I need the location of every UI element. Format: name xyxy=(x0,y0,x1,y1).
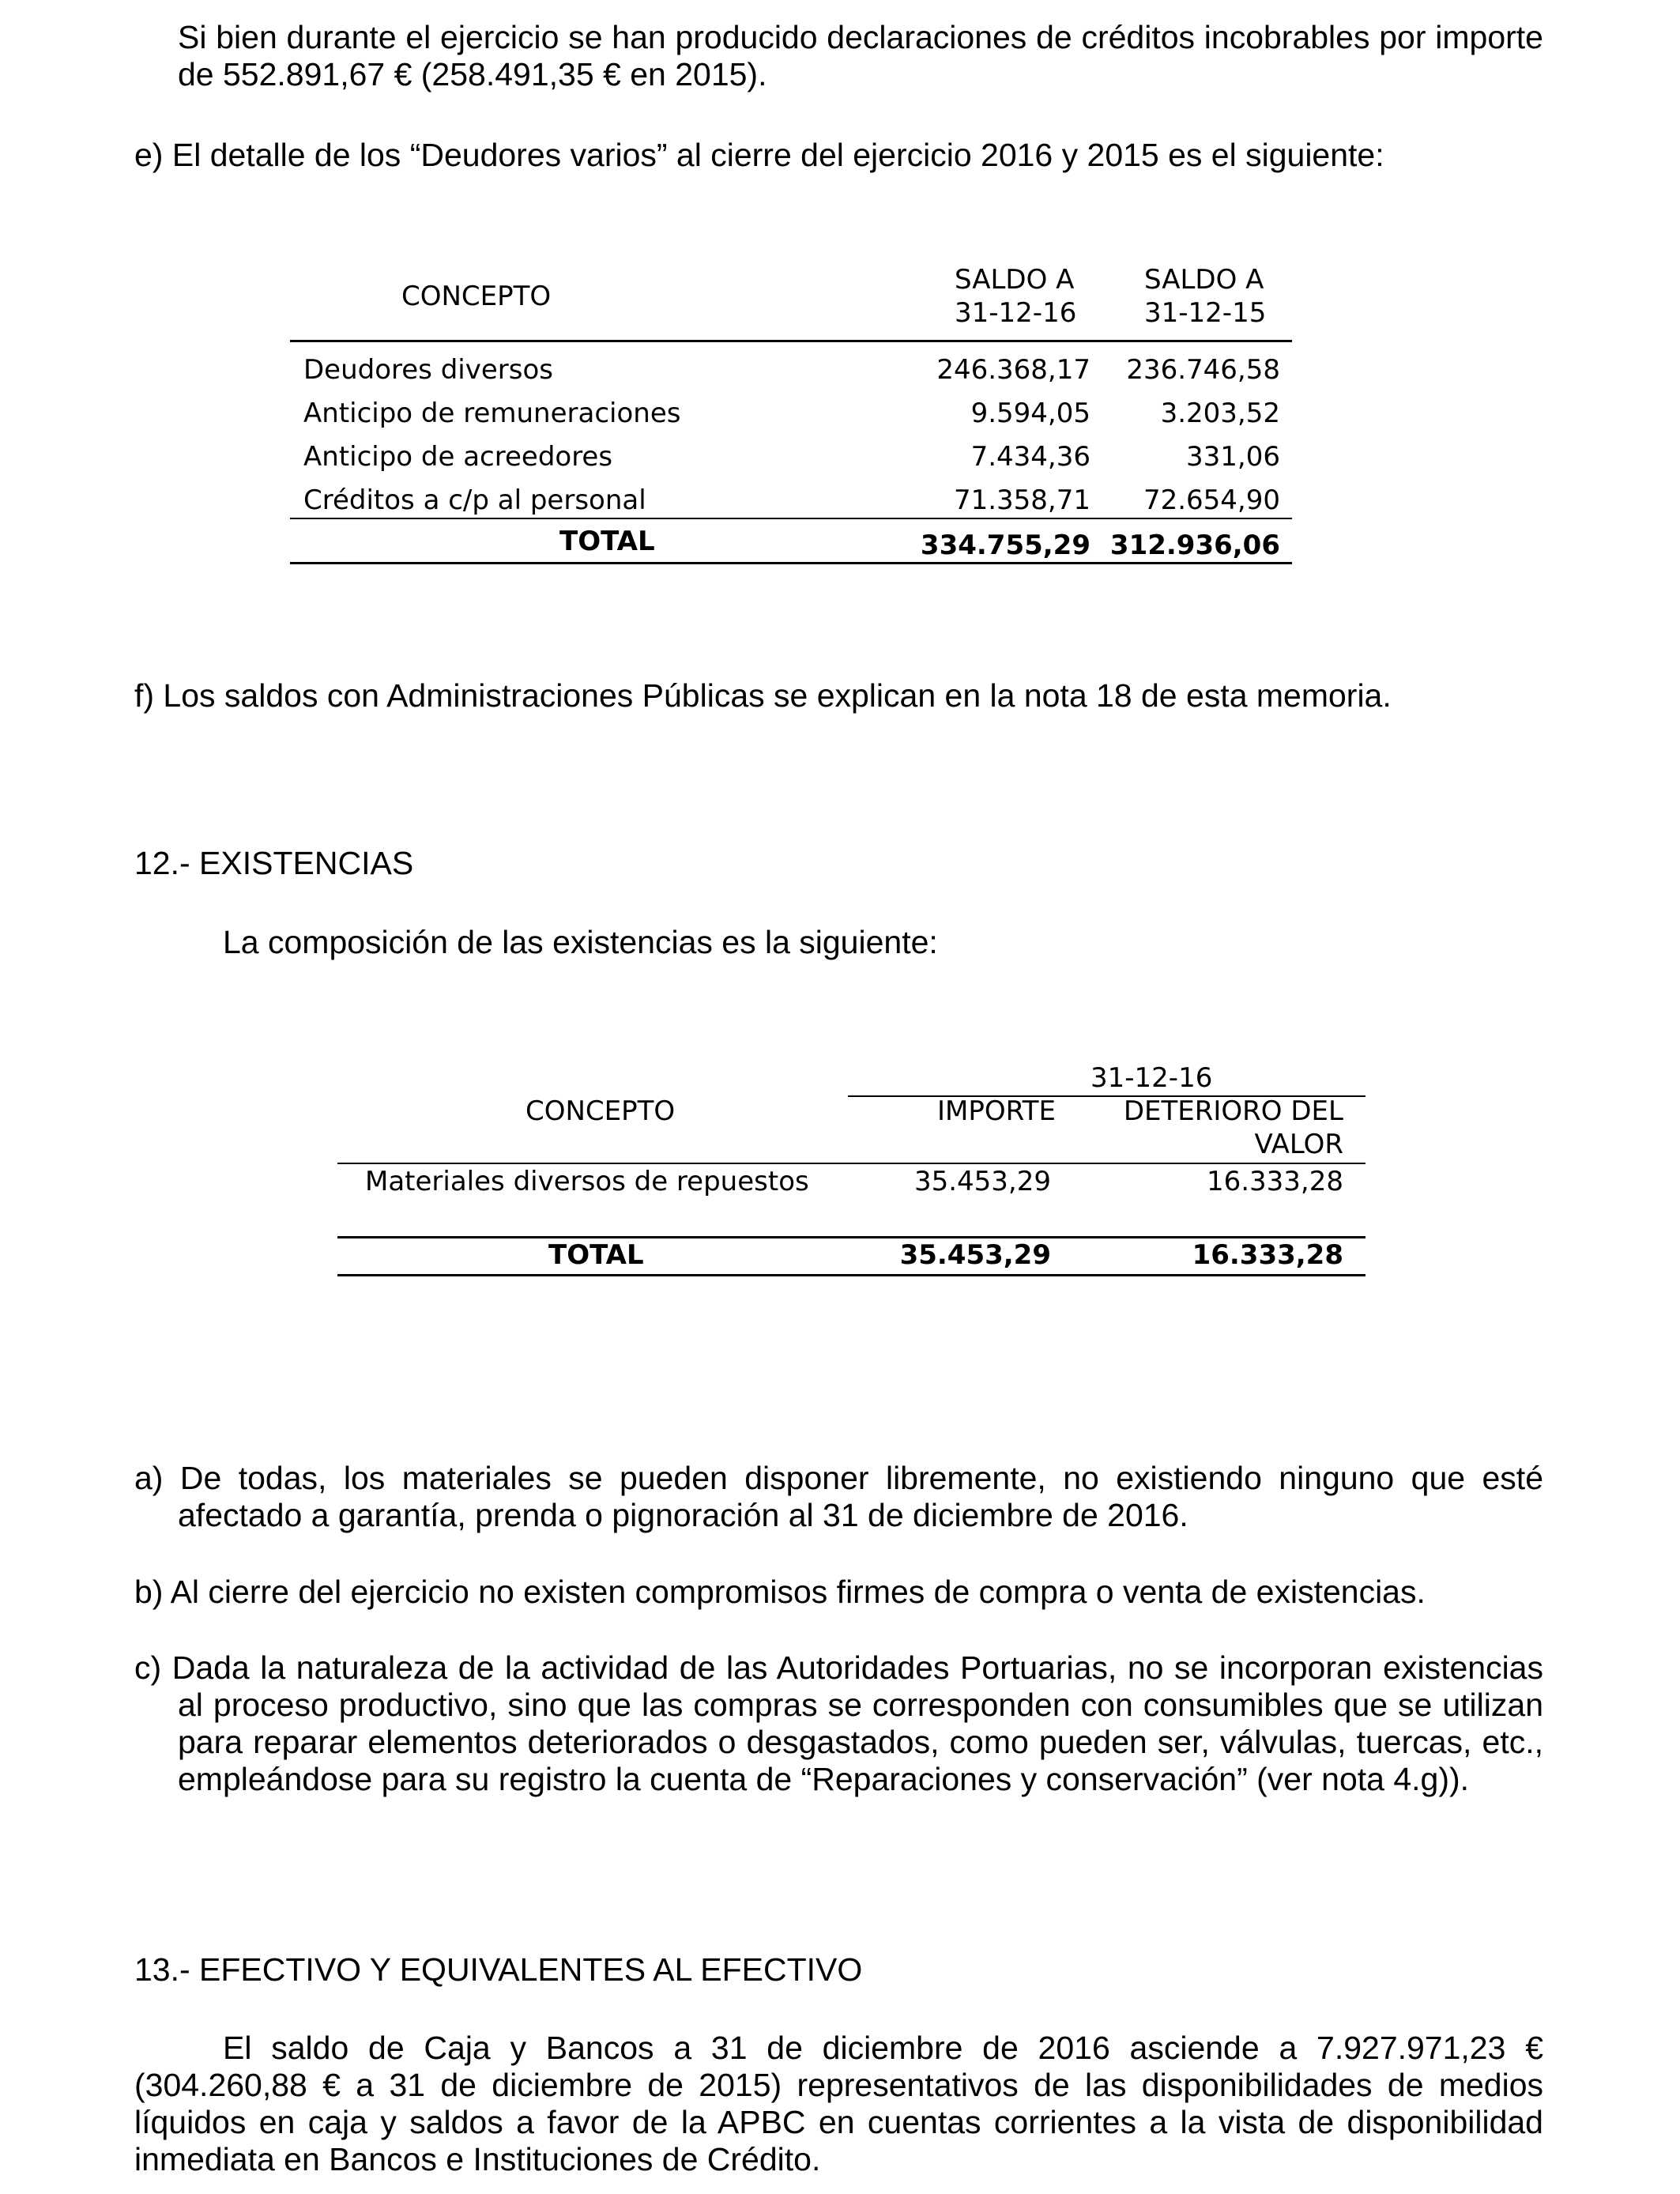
section-e-text: e) El detalle de los “Deudores varios” al cierre del ejercicio 2016 y 2015 es el siguiente: xyxy=(134,137,1384,173)
row-concept: Anticipo de acreedores xyxy=(303,441,613,473)
table-total-rule xyxy=(337,1236,1365,1238)
table-bottom-rule xyxy=(290,562,1292,564)
row-concept: Materiales diversos de repuestos xyxy=(365,1166,809,1197)
row-value-2016: 246.368,17 xyxy=(936,354,1090,386)
total-importe: 35.453,29 xyxy=(899,1239,1051,1271)
row-importe: 35.453,29 xyxy=(913,1166,1051,1197)
intro-paragraph: Si bien durante el ejercicio se han producido declaraciones de créditos incobrables por importe de 552.891,67 € (258.491,35 € en 2015). xyxy=(178,19,1543,92)
row-concept: Créditos a c/p al personal xyxy=(303,484,646,516)
table-header-rule xyxy=(290,340,1292,342)
table-total-rule xyxy=(290,518,1292,519)
total-deterioro: 16.333,28 xyxy=(1192,1239,1343,1271)
row-concept: Deudores diversos xyxy=(303,354,553,386)
row-value-2015: 331,06 xyxy=(1186,441,1280,473)
section-12-intro: La composición de las existencias es la siguiente: xyxy=(223,924,938,960)
table-date-header: 31-12-16 xyxy=(1090,1062,1213,1094)
total-label: TOTAL xyxy=(548,1239,644,1271)
table-header-saldo-2015: SALDO A xyxy=(1144,264,1264,296)
table-header-valor: VALOR xyxy=(1254,1129,1343,1160)
row-value-2016: 7.434,36 xyxy=(970,441,1090,473)
table-header-saldo-2016: SALDO A xyxy=(955,264,1075,296)
row-value-2015: 3.203,52 xyxy=(1160,398,1280,429)
existencias-item-b: b) Al cierre del ejercicio no existen compromisos firmes de compra o venta de existencias. xyxy=(134,1574,1426,1610)
total-value-2016: 334.755,29 xyxy=(920,530,1090,561)
existencias-item-c: c) Dada la naturaleza de la actividad de las Autoridades Portuarias, no se incorporan existencias al proceso productivo, sino que las compras se corresponden con consumibles que se utilizan para reparar elementos deteriorados o desgastados, como pueden ser, válvulas, tuercas, etc., empleándose para su registro la cuenta de “Reparaciones y conservación” (ver nota 4.g)). xyxy=(134,1649,1543,1797)
table-header-rule xyxy=(337,1163,1365,1164)
total-label: TOTAL xyxy=(559,526,655,557)
table-header-concepto: CONCEPTO xyxy=(401,281,552,312)
section-f-text: f) Los saldos con Administraciones Públicas se explican en la nota 18 de esta memoria. xyxy=(134,677,1392,714)
section-12-heading: 12.- EXISTENCIAS xyxy=(134,845,414,881)
table-header-date-2015: 31-12-15 xyxy=(1144,297,1267,329)
row-value-2015: 72.654,90 xyxy=(1143,484,1280,516)
table-header-importe: IMPORTE xyxy=(937,1095,1057,1127)
table-bottom-rule xyxy=(337,1274,1365,1276)
row-value-2015: 236.746,58 xyxy=(1126,354,1280,386)
row-value-2016: 71.358,71 xyxy=(953,484,1090,516)
table-header-date-2016: 31-12-16 xyxy=(955,297,1077,329)
table-header-concepto: CONCEPTO xyxy=(525,1095,676,1127)
row-concept: Anticipo de remuneraciones xyxy=(303,398,681,429)
table-header-deterioro: DETERIORO DEL xyxy=(1123,1095,1343,1127)
total-value-2015: 312.936,06 xyxy=(1109,530,1280,561)
section-13-heading: 13.- EFECTIVO Y EQUIVALENTES AL EFECTIVO xyxy=(134,1951,863,1988)
row-value-2016: 9.594,05 xyxy=(970,398,1090,429)
row-deterioro: 16.333,28 xyxy=(1206,1166,1343,1197)
existencias-item-a: a) De todas, los materiales se pueden disponer libremente, no existiendo ninguno que esté afectado a garantía, prenda o pignoración al 31 de diciembre de 2016. xyxy=(134,1460,1543,1533)
section-13-paragraph: El saldo de Caja y Bancos a 31 de diciembre de 2016 asciende a 7.927.971,23 € (304.260,88 € a 31 de diciembre de 2015) representativos de las disponibilidades de medios líquidos en caja y saldos a favor de la APBC en cuentas corrientes a la vista de disponibilidad inmediata en Bancos e Instituciones de Crédito. xyxy=(134,2030,1543,2177)
